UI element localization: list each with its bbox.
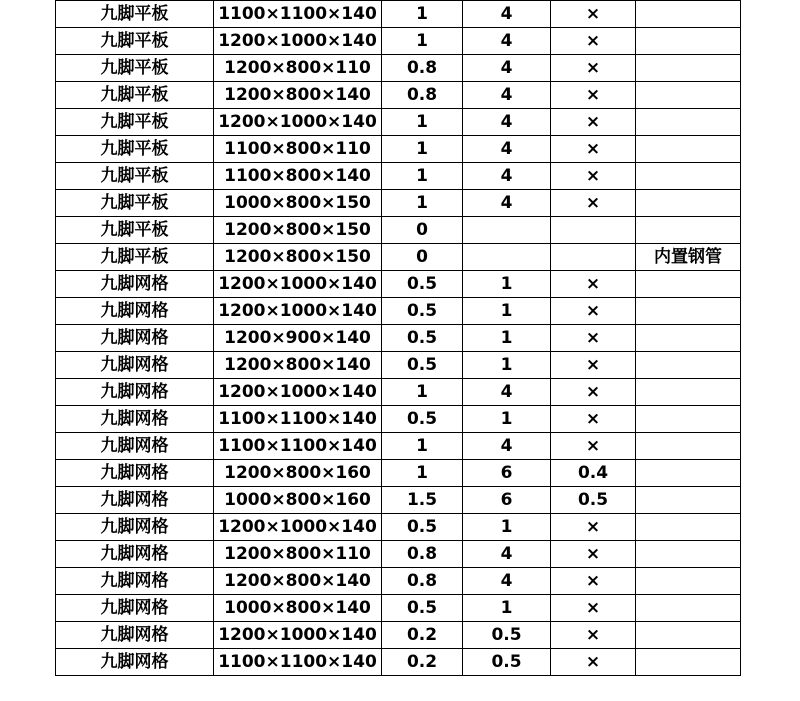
cell-size: 1200×800×110: [214, 541, 382, 568]
cell-type: 九脚平板: [56, 55, 214, 82]
cell-note: [636, 217, 741, 244]
cell-note: [636, 379, 741, 406]
cell-rack-load: ×: [551, 514, 636, 541]
table-row: [56, 1, 741, 28]
cell-rack-load: ×: [551, 595, 636, 622]
cell-rack-load: ×: [551, 622, 636, 649]
cell-type: 九脚网格: [56, 298, 214, 325]
cell-rack-load: 0.5: [551, 487, 636, 514]
cell-static-load: 0.5: [382, 514, 463, 541]
cell-size: 1100×1100×140: [214, 406, 382, 433]
cell-static-load: 0.5: [382, 352, 463, 379]
table-row: [56, 406, 741, 433]
cell-rack-load: ×: [551, 352, 636, 379]
cell-rack-load: ×: [551, 379, 636, 406]
cell-dynamic-load: 6: [463, 487, 551, 514]
cell-dynamic-load: 1: [463, 325, 551, 352]
cell-static-load: 1: [382, 136, 463, 163]
cell-dynamic-load: 4: [463, 541, 551, 568]
cell-type: 九脚平板: [56, 28, 214, 55]
cell-static-load: 0.5: [382, 406, 463, 433]
cell-rack-load: [551, 244, 636, 271]
cell-rack-load: [551, 217, 636, 244]
cell-type: 九脚平板: [56, 244, 214, 271]
cell-dynamic-load: 6: [463, 460, 551, 487]
cell-static-load: 0.5: [382, 325, 463, 352]
cell-type: 九脚平板: [56, 1, 214, 28]
cell-rack-load: ×: [551, 109, 636, 136]
cell-static-load: 1: [382, 163, 463, 190]
cell-note: [636, 109, 741, 136]
cell-size: 1100×800×110: [214, 136, 382, 163]
cell-static-load: 0.5: [382, 271, 463, 298]
cell-rack-load: ×: [551, 136, 636, 163]
table-body: [56, 1, 741, 676]
cell-static-load: 1: [382, 190, 463, 217]
table-row: [56, 433, 741, 460]
cell-rack-load: ×: [551, 163, 636, 190]
cell-size: 1200×1000×140: [214, 379, 382, 406]
cell-type: 九脚网格: [56, 271, 214, 298]
cell-static-load: 1: [382, 460, 463, 487]
cell-note: [636, 433, 741, 460]
cell-type: 九脚网格: [56, 379, 214, 406]
cell-dynamic-load: 4: [463, 82, 551, 109]
table-row: [56, 487, 741, 514]
cell-rack-load: ×: [551, 271, 636, 298]
cell-note: [636, 55, 741, 82]
table-row: [56, 460, 741, 487]
cell-static-load: 1: [382, 1, 463, 28]
cell-dynamic-load: 4: [463, 163, 551, 190]
cell-type: 九脚网格: [56, 352, 214, 379]
cell-type: 九脚网格: [56, 541, 214, 568]
cell-note: [636, 352, 741, 379]
table-row: [56, 82, 741, 109]
table-row: [56, 622, 741, 649]
table-row: [56, 244, 741, 271]
cell-size: 1200×1000×140: [214, 28, 382, 55]
cell-rack-load: ×: [551, 433, 636, 460]
cell-static-load: 1: [382, 28, 463, 55]
cell-note: [636, 568, 741, 595]
cell-size: 1200×800×110: [214, 55, 382, 82]
cell-type: 九脚网格: [56, 595, 214, 622]
table-row: [56, 379, 741, 406]
cell-rack-load: 0.4: [551, 460, 636, 487]
cell-type: 九脚平板: [56, 109, 214, 136]
cell-rack-load: ×: [551, 325, 636, 352]
cell-rack-load: ×: [551, 55, 636, 82]
cell-static-load: 1: [382, 379, 463, 406]
cell-static-load: 0.5: [382, 595, 463, 622]
cell-note: [636, 487, 741, 514]
cell-size: 1200×900×140: [214, 325, 382, 352]
cell-type: 九脚网格: [56, 568, 214, 595]
cell-static-load: 0: [382, 244, 463, 271]
cell-rack-load: ×: [551, 190, 636, 217]
cell-size: 1000×800×150: [214, 190, 382, 217]
cell-note: [636, 514, 741, 541]
cell-rack-load: ×: [551, 568, 636, 595]
cell-static-load: 0.5: [382, 298, 463, 325]
cell-type: 九脚网格: [56, 514, 214, 541]
cell-rack-load: ×: [551, 1, 636, 28]
table-row: [56, 55, 741, 82]
cell-note: [636, 622, 741, 649]
pallet-spec-table: [55, 0, 741, 676]
cell-note: [636, 82, 741, 109]
cell-size: 1200×1000×140: [214, 298, 382, 325]
cell-type: 九脚网格: [56, 325, 214, 352]
cell-note: [636, 406, 741, 433]
table-row: [56, 595, 741, 622]
cell-note: [636, 325, 741, 352]
table-row: [56, 136, 741, 163]
cell-dynamic-load: 4: [463, 1, 551, 28]
cell-note: [636, 298, 741, 325]
cell-type: 九脚网格: [56, 649, 214, 676]
table-row: [56, 163, 741, 190]
cell-dynamic-load: 1: [463, 352, 551, 379]
cell-static-load: 0.8: [382, 568, 463, 595]
cell-type: 九脚网格: [56, 406, 214, 433]
cell-size: 1200×800×140: [214, 352, 382, 379]
cell-dynamic-load: 1: [463, 406, 551, 433]
table-row: [56, 325, 741, 352]
cell-size: 1200×1000×140: [214, 514, 382, 541]
cell-rack-load: ×: [551, 541, 636, 568]
cell-type: 九脚平板: [56, 136, 214, 163]
cell-static-load: 0.2: [382, 649, 463, 676]
cell-size: 1200×800×140: [214, 568, 382, 595]
cell-rack-load: ×: [551, 298, 636, 325]
cell-dynamic-load: 1: [463, 298, 551, 325]
cell-size: 1200×800×150: [214, 244, 382, 271]
cell-rack-load: ×: [551, 406, 636, 433]
cell-note: 内置钢管: [636, 244, 741, 271]
cell-dynamic-load: 4: [463, 136, 551, 163]
cell-static-load: 1.5: [382, 487, 463, 514]
cell-size: 1200×1000×140: [214, 109, 382, 136]
cell-static-load: 0.2: [382, 622, 463, 649]
cell-size: 1200×800×140: [214, 82, 382, 109]
cell-rack-load: ×: [551, 649, 636, 676]
cell-note: [636, 595, 741, 622]
table-row: [56, 190, 741, 217]
cell-dynamic-load: 4: [463, 433, 551, 460]
cell-dynamic-load: 4: [463, 109, 551, 136]
table-row: [56, 649, 741, 676]
cell-dynamic-load: 1: [463, 514, 551, 541]
table-row: [56, 541, 741, 568]
cell-static-load: 0.8: [382, 82, 463, 109]
cell-note: [636, 649, 741, 676]
cell-note: [636, 1, 741, 28]
cell-size: 1100×1100×140: [214, 649, 382, 676]
cell-static-load: 0.8: [382, 55, 463, 82]
cell-size: 1100×1100×140: [214, 1, 382, 28]
cell-note: [636, 460, 741, 487]
cell-note: [636, 136, 741, 163]
cell-size: 1200×800×160: [214, 460, 382, 487]
cell-static-load: 1: [382, 433, 463, 460]
cell-note: [636, 163, 741, 190]
cell-dynamic-load: [463, 244, 551, 271]
table-row: [56, 271, 741, 298]
cell-dynamic-load: 0.5: [463, 622, 551, 649]
cell-size: 1000×800×140: [214, 595, 382, 622]
cell-note: [636, 541, 741, 568]
cell-static-load: 0.8: [382, 541, 463, 568]
cell-dynamic-load: 1: [463, 271, 551, 298]
cell-size: 1200×1000×140: [214, 271, 382, 298]
cell-type: 九脚平板: [56, 163, 214, 190]
cell-type: 九脚网格: [56, 433, 214, 460]
table-row: [56, 298, 741, 325]
cell-type: 九脚平板: [56, 217, 214, 244]
cell-type: 九脚网格: [56, 622, 214, 649]
cell-size: 1100×800×140: [214, 163, 382, 190]
table-row: [56, 568, 741, 595]
cell-size: 1200×800×150: [214, 217, 382, 244]
cell-dynamic-load: 0.5: [463, 649, 551, 676]
cell-static-load: 0: [382, 217, 463, 244]
cell-dynamic-load: 4: [463, 55, 551, 82]
cell-dynamic-load: 4: [463, 568, 551, 595]
cell-type: 九脚网格: [56, 487, 214, 514]
cell-note: [636, 28, 741, 55]
cell-size: 1100×1100×140: [214, 433, 382, 460]
cell-size: 1000×800×160: [214, 487, 382, 514]
cell-rack-load: ×: [551, 28, 636, 55]
table-row: [56, 217, 741, 244]
cell-rack-load: ×: [551, 82, 636, 109]
cell-size: 1200×1000×140: [214, 622, 382, 649]
cell-dynamic-load: [463, 217, 551, 244]
table-row: [56, 352, 741, 379]
table-row: [56, 109, 741, 136]
cell-note: [636, 271, 741, 298]
table-row: [56, 28, 741, 55]
cell-static-load: 1: [382, 109, 463, 136]
cell-type: 九脚平板: [56, 82, 214, 109]
cell-dynamic-load: 4: [463, 190, 551, 217]
cell-dynamic-load: 1: [463, 595, 551, 622]
cell-dynamic-load: 4: [463, 379, 551, 406]
cell-note: [636, 190, 741, 217]
cell-dynamic-load: 4: [463, 28, 551, 55]
cell-type: 九脚网格: [56, 460, 214, 487]
cell-type: 九脚平板: [56, 190, 214, 217]
table-row: [56, 514, 741, 541]
